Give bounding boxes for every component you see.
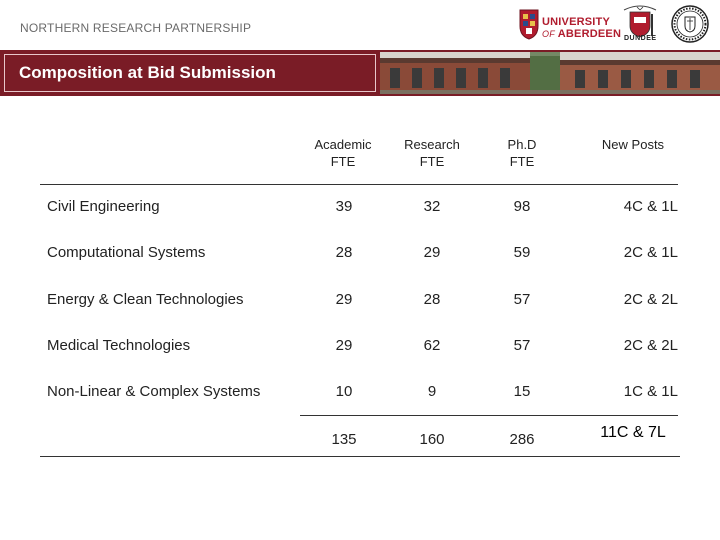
total-academic: 135	[331, 431, 357, 448]
cell-academic: 29	[335, 337, 353, 354]
building-photo	[380, 52, 720, 94]
university-of-aberdeen-logo	[518, 6, 622, 42]
header-divider	[40, 184, 678, 185]
total-phd: 286	[509, 431, 535, 448]
column-header-research-fte	[392, 136, 472, 170]
cell-new-posts: 2C & 1L	[623, 244, 678, 261]
aberdeen-of: OF	[542, 29, 555, 39]
column-header-academic-line1: Academic	[314, 137, 372, 152]
page-title: Composition at Bid Submission	[19, 63, 276, 82]
cell-new-posts: 2C & 2L	[623, 291, 678, 308]
title-box	[4, 54, 376, 92]
row-label-civil-engineering: Civil Engineering	[47, 198, 160, 215]
cell-academic: 29	[335, 291, 353, 308]
totals-divider	[300, 415, 678, 416]
cell-new-posts: 4C & 1L	[623, 198, 678, 215]
row-label-non-linear-complex-systems: Non-Linear & Complex Systems	[47, 383, 261, 400]
cell-research: 62	[423, 337, 441, 354]
aberdeen-crest-icon	[518, 6, 540, 40]
university-of-dundee-logo	[620, 4, 660, 44]
table-bottom-rule	[40, 456, 680, 457]
cell-research: 28	[423, 291, 441, 308]
column-header-phd-fte	[482, 136, 562, 170]
column-header-new-posts	[583, 136, 683, 153]
column-header-research-line2: FTE	[419, 154, 445, 169]
cell-phd: 98	[513, 198, 531, 215]
building-photo-image	[380, 52, 720, 94]
cell-academic: 10	[335, 383, 353, 400]
cell-new-posts: 2C & 2L	[623, 337, 678, 354]
cell-phd: 59	[513, 244, 531, 261]
aberdeen-line2: ABERDEEN	[557, 28, 622, 40]
total-new-posts: 11C & 7L	[600, 424, 666, 441]
seal-icon	[670, 4, 710, 44]
cell-research: 32	[423, 198, 441, 215]
column-header-academic-fte	[304, 136, 382, 170]
row-label-medical-technologies: Medical Technologies	[47, 337, 191, 354]
column-header-new-posts-line1: New Posts	[601, 137, 665, 152]
org-name: NORTHERN RESEARCH PARTNERSHIP	[20, 21, 252, 35]
row-label-energy-clean-technologies: Energy & Clean Technologies	[47, 291, 244, 308]
cell-research: 9	[427, 383, 437, 400]
dundee-text: DUNDEE	[624, 35, 657, 42]
aberdeen-line1: UNIVERSITY	[542, 16, 611, 28]
column-header-phd-line2: FTE	[509, 154, 535, 169]
university-seal-logo	[670, 4, 710, 44]
cell-phd: 57	[513, 337, 531, 354]
cell-phd: 57	[513, 291, 531, 308]
column-header-academic-line2: FTE	[330, 154, 356, 169]
cell-phd: 15	[513, 383, 531, 400]
column-header-phd-line1: Ph.D	[507, 137, 537, 152]
cell-research: 29	[423, 244, 441, 261]
column-header-research-line1: Research	[404, 137, 460, 152]
total-research: 160	[419, 431, 445, 448]
cell-new-posts: 1C & 1L	[623, 383, 678, 400]
row-label-computational-systems: Computational Systems	[47, 244, 206, 261]
cell-academic: 39	[335, 198, 353, 215]
cell-academic: 28	[335, 244, 353, 261]
